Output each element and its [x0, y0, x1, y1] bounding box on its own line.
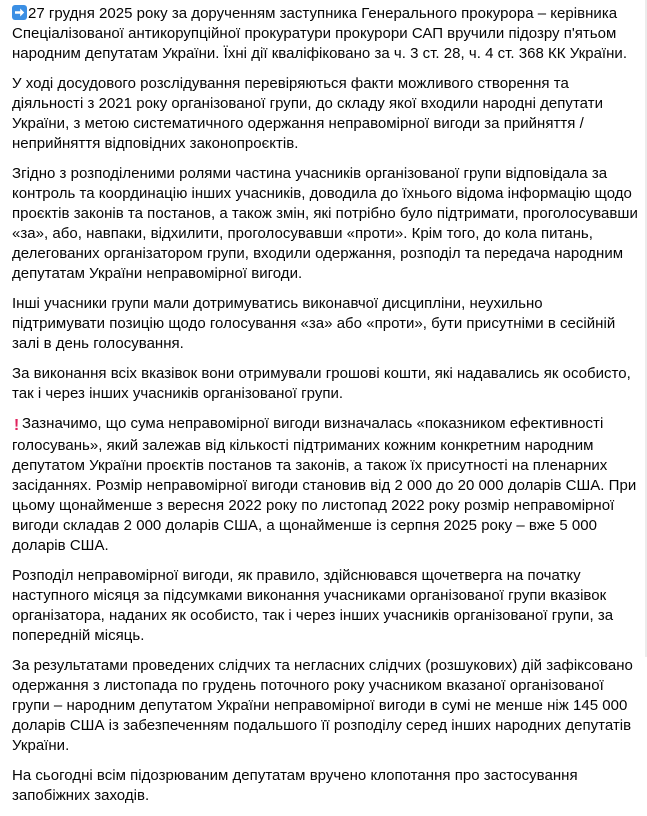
post-paragraph-3: Згідно з розподіленими ролями частина учасників організованої групи відповідала за контроль та координацію інших учасників, доводила до їхнього відома інформацію щодо проєктів законів та постанов, а також змін, які потрібно було підтримати, проголосувавши «за», або, навпаки, відхилити, проголосувавши «проти». Крім того, до кола питань, делегованих організатором групи, входили одержання, розподіл та передача народним депутатам України неправомірної вигоди. [12, 165, 638, 282]
post-paragraph-5: За виконання всіх вказівок вони отримували грошові кошти, які надавались як особисто, так і через інших учасників організованої групи. [12, 365, 631, 402]
post-paragraph-4: Інші учасники групи мали дотримуватись виконавчої дисципліни, неухильно підтримувати позицію щодо голосування «за» або «проти», бути присутніми в сесійній залі в день голосування. [12, 295, 616, 352]
paragraph-6-text: Зазначимо, що сума неправомірної вигоди визначалась «показником ефективності голосувань», який залежав від кількості підтриманих кожним конкретним народним депутатом України проєктів постанов та законів, а також їх присутності на пленарних засіданнях. Розмір неправомірної вигоди становив від 2 000 до 20 000 доларів США. При цьому щонайменше з вересня 2022 року по листопад 2022 року розмір неправомірної вигоди складав 2 000 доларів США, а щонайменше із серпня 2025 року – вже 5 000 доларів США. [12, 415, 637, 554]
bottom-fade [0, 649, 647, 657]
post-body [12, 4, 639, 816]
right-arrow-icon [12, 5, 27, 20]
post-paragraph-2: У ході досудового розслідування перевіряються факти можливого створення та діяльності з 2021 року організованої групи, до складу якої входили народні депутати України, з метою систематичного одержання неправомірної вигоди за прийняття / неприйняття відповідних законопроєктів. [12, 75, 603, 152]
red-exclamation-icon: ! [13, 417, 20, 434]
paragraph-1-text: 27 грудня 2025 року за дорученням заступника Генерального прокурора – керівника Спеціалізованої антикорупційної прокуратури прокурори САП вручили підозру п'ятьом народним депутатам України. Їхні дії кваліфіковано за ч. 3 ст. 28, ч. 4 ст. 368 КК України. [12, 5, 628, 62]
post-paragraph-1 [12, 4, 639, 64]
post-paragraph-8: За результатами проведених слідчих та негласних слідчих (розшукових) дій зафіксовано одержання з листопада по грудень поточного року учасником вказаної організованої групи – народним депутатом України неправомірної вигоди в сумі не менше ніж 145 000 доларів США із забезпеченням подальшого її розподілу серед інших народних депутатів України. [12, 657, 633, 754]
post-paragraph-7: Розподіл неправомірної вигоди, як правило, здійснювався щочетверга на початку наступного місяця за підсумками виконання учасниками організованої групи вказівок організатора, наданих як особисто, так і через інших учасників організованої групи, за попередній місяць. [12, 567, 614, 644]
post-paragraph-6 [12, 414, 639, 556]
post-paragraph-9: На сьогодні всім підозрюваним депутатам вручено клопотання про застосування запобіжних заходів. [12, 767, 578, 804]
